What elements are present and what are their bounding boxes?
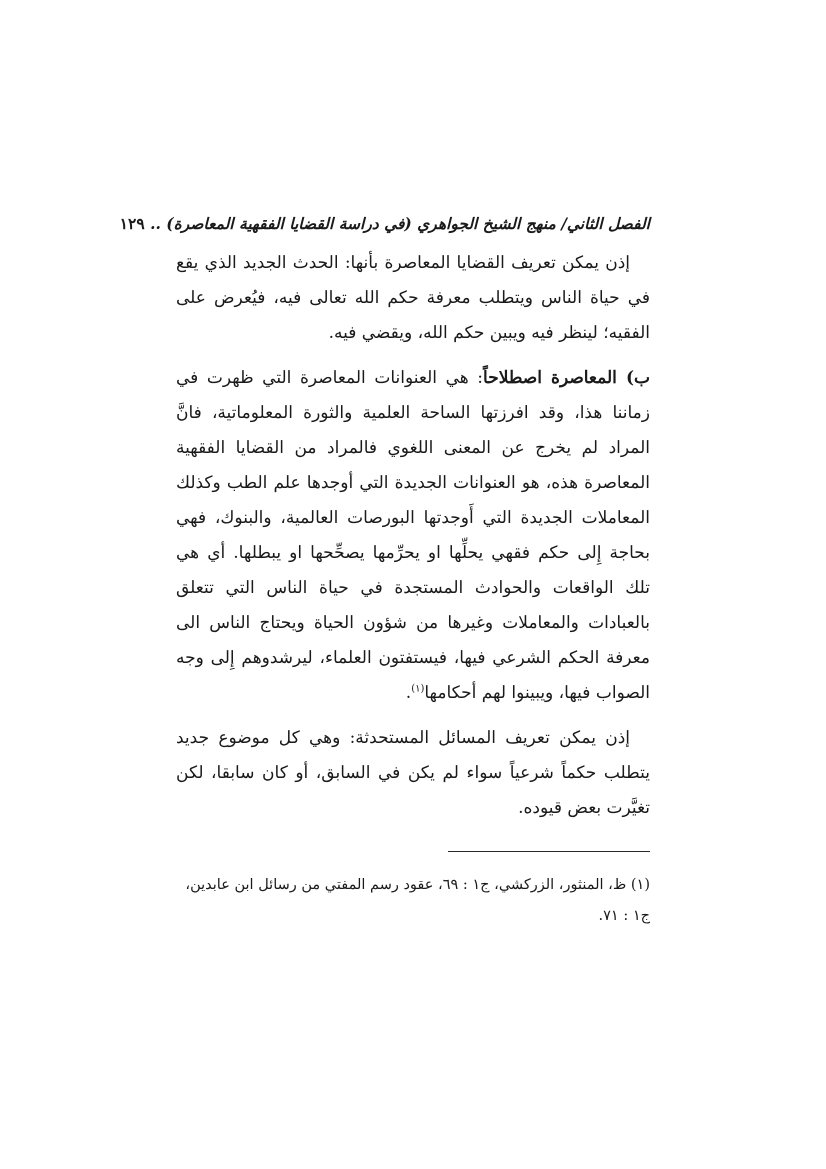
paragraph-definition-contemporary-issues: إذن يمكن تعريف القضايا المعاصرة بأنها: الحدث الجديد الذي يقع في حياة الناس ويتطلب معرفة حكم الله تعالى فيه، فيُعرض على الفقيه؛ لينظر فيه ويبين حكم الله، ويقضي فيه. — [176, 253, 650, 343]
footnote-1: (١) ظ، المنثور، الزركشي، ج١ : ٦٩، عقود رسم المفتي من رسائل ابن عابدين، ج١ : ٧١. — [185, 877, 650, 924]
page-number: ١٢٩ — [119, 214, 145, 233]
footnote-reference[interactable]: (١) — [411, 683, 425, 695]
term-heading: ب) المعاصرة اصطلاحاً — [483, 368, 650, 388]
running-title: الفصل الثاني/ منهج الشيخ الجواهري (في دراسة القضايا الفقهية المعاصرة) .. — [150, 214, 650, 233]
page-body — [119, 210, 650, 826]
paragraph-new-issues-definition: إذن يمكن تعريف المسائل المستحدثة: وهي كل موضوع جديد يتطلب حكماً شرعياً سواء لم يكن في السابق، أو كان سابقا، لكن تغيَّرت بعض قيوده. — [176, 728, 650, 818]
paragraph-terminological-definition — [176, 361, 650, 711]
running-header — [119, 210, 650, 238]
footnote-divider — [448, 851, 650, 852]
paragraph-end-punctuation: . — [405, 683, 412, 703]
paragraph-body: : هي العنوانات المعاصرة التي ظهرت في زماننا هذا، وقد افرزتها الساحة العلمية والثورة المعلوماتية، فانَّ المراد لم يخرج عن المعنى اللغوي فالمراد من القضايا الفقهية المعاصرة هذه، هو العنوانات الجديدة التي أوجدها علم الطب وكذلك المعاملات الجديدة التي أَوجدتها البورصات العالمية، والبنوك، فهي بحاجة إِلى حكم فقهي يحلِّها او يحرِّمها يصحِّحها او يبطلها. أي هي تلك الواقعات والحوادث المستجدة في حياة الناس التي تتعلق بالعبادات والمعاملات وغيرها من شؤون الحياة ويحتاج الناس الى معرفة الحكم الشرعي فيها، فيستفتون العلماء، ليرشدوهم إِلى وجه الصواب فيها، ويبينوا لهم أحكامها — [176, 368, 650, 703]
